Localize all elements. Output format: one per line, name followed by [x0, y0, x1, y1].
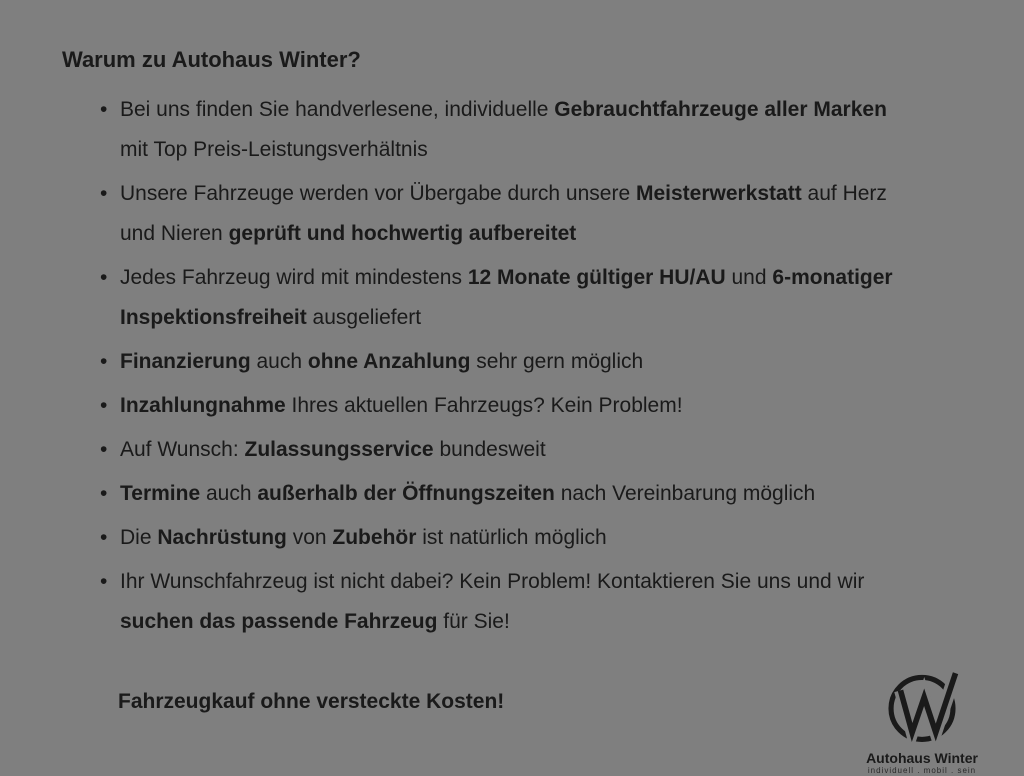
list-item: • Bei uns finden Sie handverlesene, individuelle Gebrauchtfahrzeuge aller Marken mit Top Preis-Leistungsverhältnis	[100, 90, 980, 170]
dealer-tagline: individuell . mobil . sein	[867, 766, 977, 775]
list-item: • Termine auch außerhalb der Öffnungszeiten nach Vereinbarung möglich	[100, 474, 980, 514]
list-item: • Die Nachrüstung von Zubehör ist natürlich möglich	[100, 518, 980, 558]
list-item: • Jedes Fahrzeug wird mit mindestens 12 Monate gültiger HU/AU und 6-monatiger Inspektionsfreiheit ausgeliefert	[100, 258, 980, 338]
list-item: • Auf Wunsch: Zulassungsservice bundesweit	[100, 430, 980, 470]
list-item: • Unsere Fahrzeuge werden vor Übergabe durch unsere Meisterwerkstatt auf Herz und Nieren geprüft und hochwertig aufbereitet	[100, 174, 980, 254]
closing-statement: Fahrzeugkauf ohne versteckte Kosten!	[118, 690, 505, 713]
dealer-logo	[842, 662, 1002, 776]
list-item: • Finanzierung auch ohne Anzahlung sehr gern möglich	[100, 342, 980, 382]
list-item: • Ihr Wunschfahrzeug ist nicht dabei? Kein Problem! Kontaktieren Sie uns und wir suchen das passende Fahrzeug für Sie!	[100, 562, 980, 642]
list-item: • Inzahlungnahme Ihres aktuellen Fahrzeugs? Kein Problem!	[100, 386, 980, 426]
dealer-name: Autohaus Winter	[866, 750, 978, 766]
page-title: Warum zu Autohaus Winter?	[62, 47, 361, 72]
w-monogram-icon	[879, 662, 965, 748]
benefits-list	[62, 90, 980, 642]
